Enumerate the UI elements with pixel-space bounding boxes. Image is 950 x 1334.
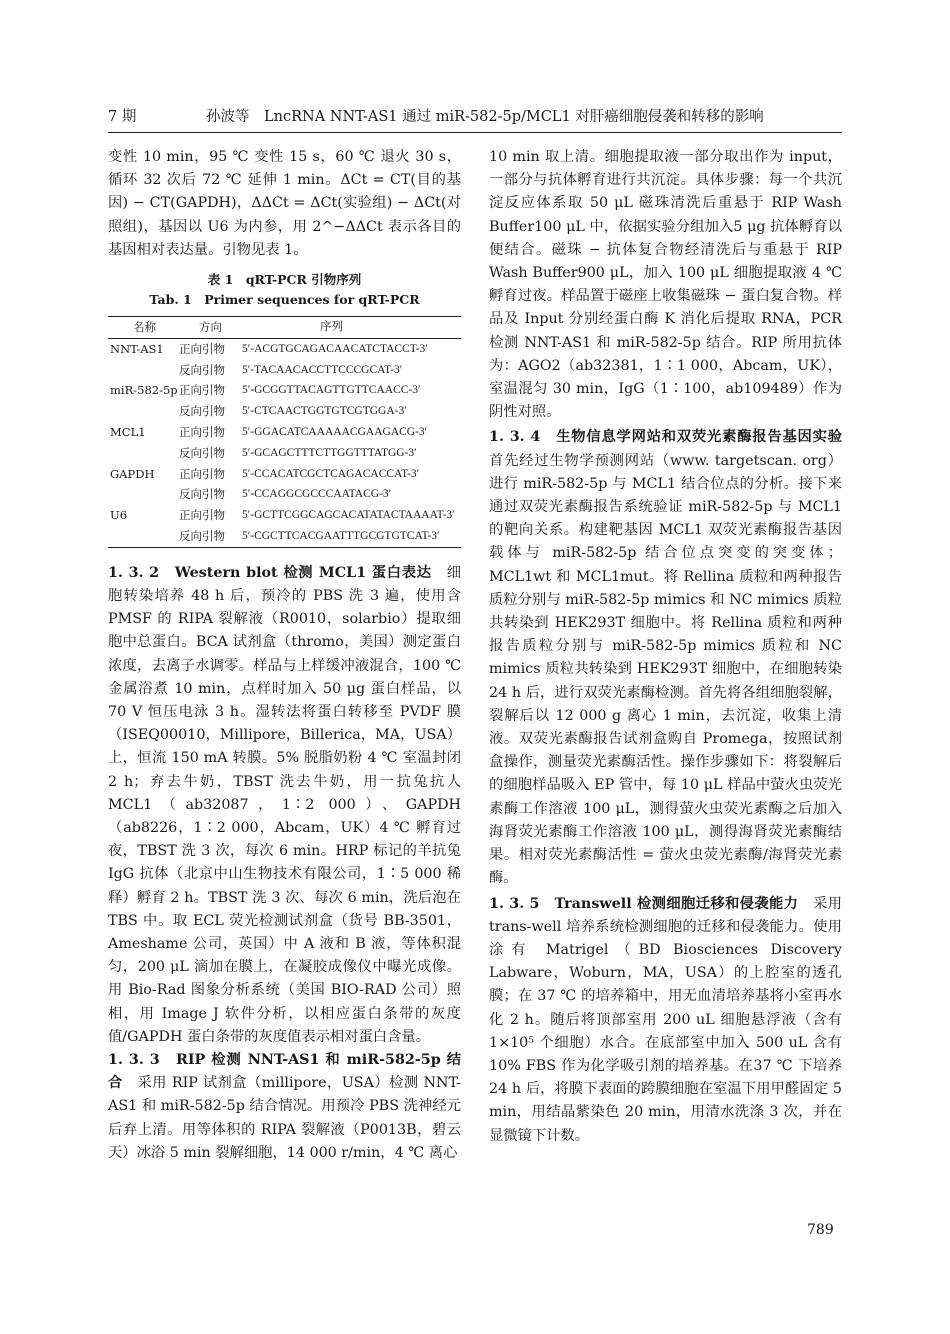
primer-name [108,360,179,381]
table-row [108,464,461,485]
primer-sequence: 5′-ACGTGCAGACAACATCTACCT-3′ [242,342,428,355]
primer-sequence: 5′-CTCAACTGGTGTCGTGGA-3′ [242,405,407,418]
primer-sequence: 5′-TACAACACCTTCCCGCAT-3′ [242,363,403,376]
table-header-cell: 方向 [199,320,222,335]
primer-name [108,401,179,422]
primer-direction: 正向引物 [179,383,225,398]
primer-name: MCL1 [110,425,146,439]
section-body: 采用 trans-well 培养系统检测细胞的迁移和侵袭能力。使用涂有 Matrigel（BD Biosciences Discovery Labware，Woburn，MA，USA）的上腔室的透孔膜；在 37 ℃ 的培养箱中，用无血清培养基将小室再水化 2 h。随后将顶部室用 200 uL 细胞悬浮液（含有 1×10⁵ 个细胞）水合。在底部室中加入 500 uL 含有 10% FBS 作为化学吸引剂的培养基。在37 ℃ 下培养 24 h 后，将膜下表面的跨膜细胞在室温下用甲醛固定 5 min，用结晶紫染色 20 min，用清水洗涤 3 次，并在显微镜下计数。 [489,895,842,1144]
table-row [108,401,461,422]
table-caption-cn: 表 1 qRT-PCR 引物序列 [207,272,362,288]
primer-direction: 正向引物 [179,341,225,356]
table-row [108,380,461,401]
page-number: 789 [807,1222,834,1238]
section-1-3-5 [489,893,842,1148]
primer-sequence: 5′-CGCTTCACGAATTTGCGTGTCAT-3′ [242,529,440,542]
primer-sequence: 5′-GCTTCGGCAGCACATATACTAAAAT-3′ [242,509,455,522]
primer-sequence: 5′-CCAGGCGCCCAATACG-3′ [242,488,392,501]
table-row [108,339,461,360]
table-header-cell: 名称 [133,320,156,335]
intro-paragraph: 变性 10 min，95 ℃ 变性 15 s，60 ℃ 退火 30 s，循环 32 次后 72 ℃ 延伸 1 min。ΔCt = CT(目的基因) − CT(GAPDH)，ΔΔCt = ΔCt(实验组) − ΔCt(对照组)，基因以 U6 为内参，用 2^−ΔΔCt 表示各目的基因相对表达量。引物见表 1。 [108,149,461,258]
table-row [108,422,461,443]
table-row [108,526,461,547]
primer-direction: 反向引物 [179,445,225,460]
table-row [108,484,461,505]
section-body: 采用 RIP 试剂盒（millipore，USA）检测 NNT-AS1 和 miR-582-5p 结合情况。用预冷 PBS 洗神经元后弃上清。用等体积的 RIPA 裂解液（P0013B，碧云天）冰浴 5 min 裂解细胞，14 000 r/min，4 ℃ 离心 [108,1075,461,1161]
primer-name [108,484,179,505]
table-caption-en: Tab. 1 Primer sequences for qRT-PCR [149,292,420,308]
primer-direction: 反向引物 [179,404,225,419]
primer-direction: 反向引物 [179,362,225,377]
right-column [489,146,842,1148]
primer-direction: 反向引物 [179,528,225,543]
section-body: 首先经过生物学预测网站（www. targetscan. org）进行 miR-582-5p 与 MCL1 结合位点的分析。接下来通过双荧光素酶报告系统验证 miR-582-5p 与 MCL1 的靶向关系。构建靶基因 MCL1 双荧光素酶报告基因载体与 miR-582-5p 结合位点突变的突变体；MCL1wt 和 MCL1mut。将 Rellina 质粒和两种报告质粒分别与 miR-582-5p mimics 和 NC mimics 质粒共转染到 HEK293T 细胞中。将 Rellina 质粒和两种报告质粒分别与 miR-582-5p mimics 质粒和 NC mimics 质粒共转染到 HEK293T 细胞中，在细胞转染 24 h 后，进行双荧光素酶检测。首先将各组细胞裂解，裂解后以 12 000 g 离心 1 min，去沉淀，收集上清液。双荧光素酶报告试剂盒购自 Promega，按照试剂盒操作，测量荧光素酶活性。操作步骤如下：将裂解后的细胞样品吸入 EP 管中，每 10 μL 样品中萤火虫荧光素酶工作溶液 100 μL，测得萤火虫荧光素酶之后加入海肾荧光素酶工作溶液 100 μL，测得海肾荧光素酶结果。相对荧光素酶活性 = 萤火虫荧光素酶/海肾荧光素酶。 [489,452,842,887]
primer-sequence: 5′-GGACATCAAAAACGAAGACG-3′ [242,426,428,438]
primer-direction: 正向引物 [179,466,225,481]
running-title: 孙波等 LncRNA NNT-AS1 通过 miR-582-5p/MCL1 对肝癌细胞侵袭和转移的影响 [206,109,764,125]
section-body: 细胞转染培养 48 h 后，预冷的 PBS 洗 3 遍，使用含 PMSF 的 RIPA 裂解液（R0010，solarbio）提取细胞中总蛋白。BCA 试剂盒（thromo，美国）测定蛋白浓度，去离子水调零。样品与上样缓冲液混合，100 ℃ 金属浴煮 10 min，点样时加入 50 μg 蛋白样品，以 70 V 恒压电泳 3 h。湿转法将蛋白转移至 PVDF 膜（ISEQ00010，Millipore，Billerica，MA，USA）上，恒流 150 mA 转膜。5% 脱脂奶粉 4 ℃ 室温封闭 2 h；弃去牛奶，TBST 洗去牛奶，用一抗兔抗人 MCL1（ab32087，1∶2 000）、GAPDH（ab8226，1∶2 000，Abcam，UK）4 ℃ 孵育过夜，TBST 洗 3 次，每次 6 min。HRP 标记的羊抗兔 IgG 抗体（北京中山生物技术有限公司，1∶5 000 稀释）孵育 2 h。TBST 洗 3 次、每次 6 min，洗后泡在 TBS 中。取 ECL 荧光检测试剂盒（货号 BB-3501，Ameshame 公司，英国）中 A 液和 B 液，等体积混匀，200 μL 滴加在膜上，在凝胶成像仪中曝光成像。用 Bio-Rad 图象分析系统（美国 BIO-RAD 公司）照相，用 Image J 软件分析，以相应蛋白条带的灰度值/GAPDH 蛋白条带的灰度值表示相对蛋白含量。 [108,564,461,1045]
primer-name: miR-582-5p [110,383,178,398]
section-1-3-3-continued: 10 min 取上清。细胞提取液一部分取出作为 input，一部分与抗体孵育进行共沉淀。具体步骤：每一个共沉淀反应体系取 50 μL 磁珠清洗后重悬于 RIP Wash Buffer100 μL 中，依据实验分组加入5 μg 抗体孵育以便结合。磁珠 − 抗体复合物经清洗后与重悬于 RIP Wash Buffer900 μL，加入 100 μL 细胞提取液 4 ℃ 孵育过夜。样品置于磁座上收集磁珠 − 蛋白复合物。样品及 Input 分别经蛋白酶 K 消化后提取 RNA，PCR 检测 NNT-AS1 和 miR-582-5p 结合。RIP 所用抗体为：AGO2（ab32381，1∶1 000，Abcam，UK），室温混匀 30 min，IgG（1∶100，ab109489）作为阴性对照。 [489,149,842,421]
primer-sequence: 5′-GCAGCTTTCTTGGTTTATGG-3′ [242,446,417,459]
issue-number: 7 期 [108,109,137,125]
table-row [108,443,461,464]
primer-direction: 正向引物 [179,508,225,523]
primer-name [108,443,179,464]
table-row [108,505,461,526]
section-1-3-3 [108,1049,461,1165]
primer-direction: 正向引物 [179,425,225,439]
section-heading: 1. 3. 2 Western blot 检测 MCL1 蛋白表达 [108,564,432,581]
table-row [108,360,461,381]
primer-direction: 反向引物 [179,487,225,502]
primer-name [108,526,179,547]
table-header-row [108,317,461,339]
primer-sequence: 5′-GCGGTTACAGTTGTTCAACC-3′ [242,384,421,397]
primer-name: GAPDH [110,466,155,481]
left-column [108,146,461,1165]
section-1-3-2 [108,562,461,1049]
primer-table [108,316,461,548]
section-heading: 1. 3. 3 RIP 检测 NNT-AS1 和 miR-582-5p 结合 [108,1052,461,1092]
section-1-3-4 [489,426,842,890]
primer-name: U6 [110,508,128,523]
header-rule [108,132,842,133]
primer-sequence: 5′-CCACATCGCTCAGACACCAT-3′ [242,467,420,480]
table-header-cell: 序列 [320,321,343,334]
section-heading: 1. 3. 4 生物信息学网站和双荧光素酶报告基因实验 [489,429,842,446]
section-heading: 1. 3. 5 Transwell 检测细胞迁移和侵袭能力 [489,895,799,912]
primer-name: NNT-AS1 [110,341,164,356]
